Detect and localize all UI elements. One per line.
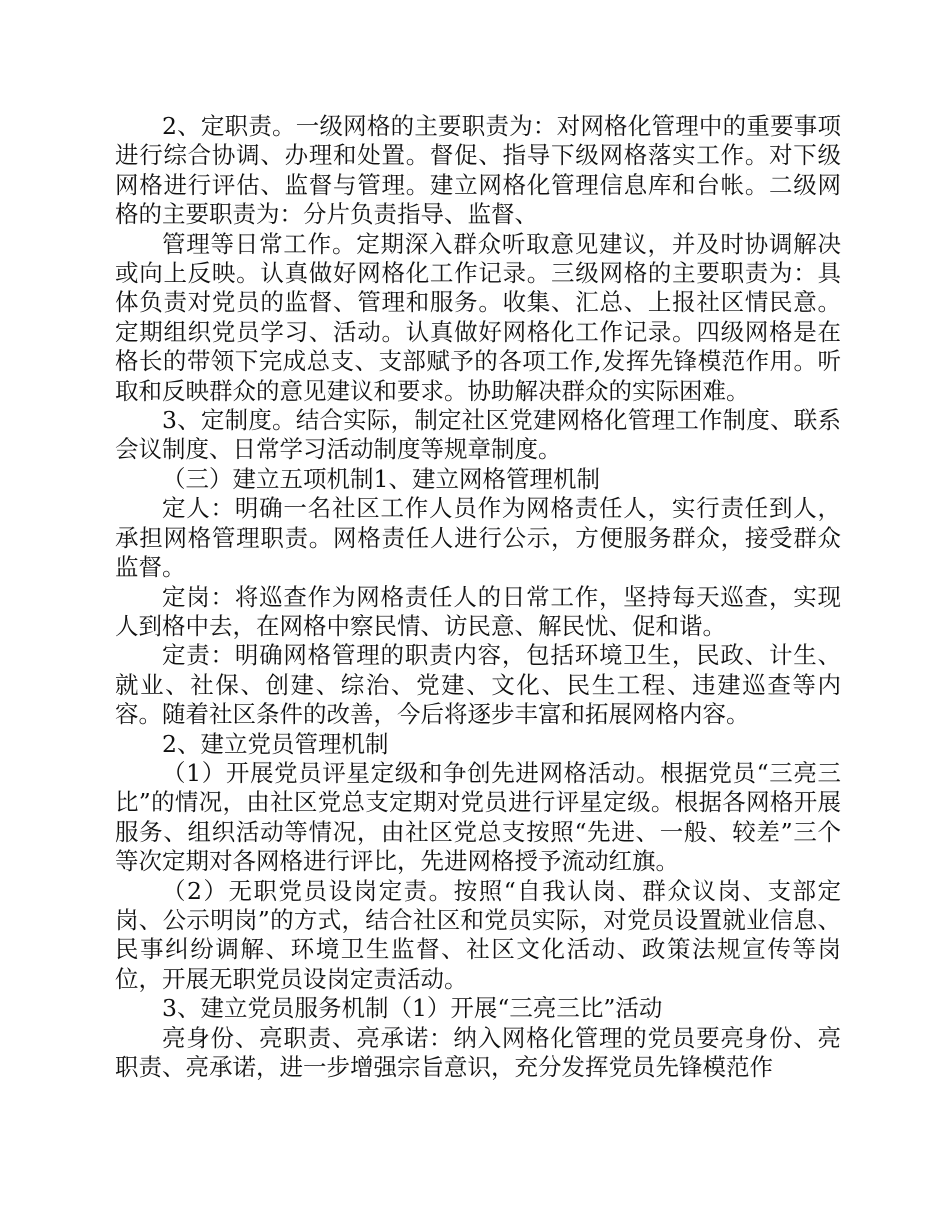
- section-heading-five-mechanisms: （三）建立五项机制1、建立网格管理机制: [162, 464, 600, 493]
- paragraph-show-identity: 亮身份、亮职责、亮承诺：纳入网格化管理的党员要亮身份、亮职责、亮承诺，进一步增强宗旨意识，充分发挥党员先锋模范作: [115, 1023, 841, 1081]
- document-body: [115, 112, 841, 1082]
- paragraph-assign-responsibility: 定责：明确网格管理的职责内容，包括环境卫生，民政、计生、就业、社保、创建、综治、党建、文化、民生工程、违建巡查等内容。随着社区条件的改善，今后将逐步丰富和拓展网格内容。: [115, 641, 841, 729]
- paragraph-star-rating: （1）开展党员评星定级和争创先进网格活动。根据党员“三亮三比”的情况，由社区党总支定期对党员进行评星定级。根据各网格开展服务、组织活动等情况，由社区党总支按照“先进、一般、较差”三个等次定期对各网格进行评比，先进网格授予流动红旗。: [115, 758, 841, 876]
- paragraph-duties: 2、定职责。一级网格的主要职责为：对网格化管理中的重要事项进行综合协调、办理和处置。督促、指导下级网格落实工作。对下级网格进行评估、监督与管理。建立网格化管理信息库和台帐。二级网格的主要职责为：分片负责指导、监督、: [115, 112, 841, 229]
- paragraph-rules: 3、定制度。结合实际，制定社区党建网格化管理工作制度、联系会议制度、日常学习活动制度等规章制度。: [115, 406, 841, 464]
- paragraph-duties-continued: 管理等日常工作。定期深入群众听取意见建议，并及时协调解决或向上反映。认真做好网格化工作记录。三级网格的主要职责为：具体负责对党员的监督、管理和服务。收集、汇总、上报社区情民意。定期组织党员学习、活动。认真做好网格化工作记录。四级网格是在格长的带领下完成总支、支部赋予的各项工作,发挥先锋模范作用。听取和反映群众的意见建议和要求。协助解决群众的实际困难。: [115, 229, 841, 405]
- subheading-member-service: 3、建立党员服务机制（1）开展“三亮三比”活动: [162, 994, 663, 1023]
- paragraph-post-setting: （2）无职党员设岗定责。按照“自我认岗、群众议岗、支部定岗、公示明岗”的方式，结合社区和党员实际，对党员设置就业信息、民事纠纷调解、环境卫生监督、社区文化活动、政策法规宣传等岗位，开展无职党员设岗定责活动。: [115, 876, 841, 993]
- paragraph-assign-person: 定人：明确一名社区工作人员作为网格责任人，实行责任到人，承担网格管理职责。网格责任人进行公示，方便服务群众，接受群众监督。: [115, 494, 841, 582]
- paragraph-assign-post: 定岗：将巡查作为网格责任人的日常工作，坚持每天巡查，实现人到格中去，在网格中察民情、访民意、解民忧、促和谐。: [115, 582, 841, 640]
- subheading-member-management: 2、建立党员管理机制: [162, 729, 389, 758]
